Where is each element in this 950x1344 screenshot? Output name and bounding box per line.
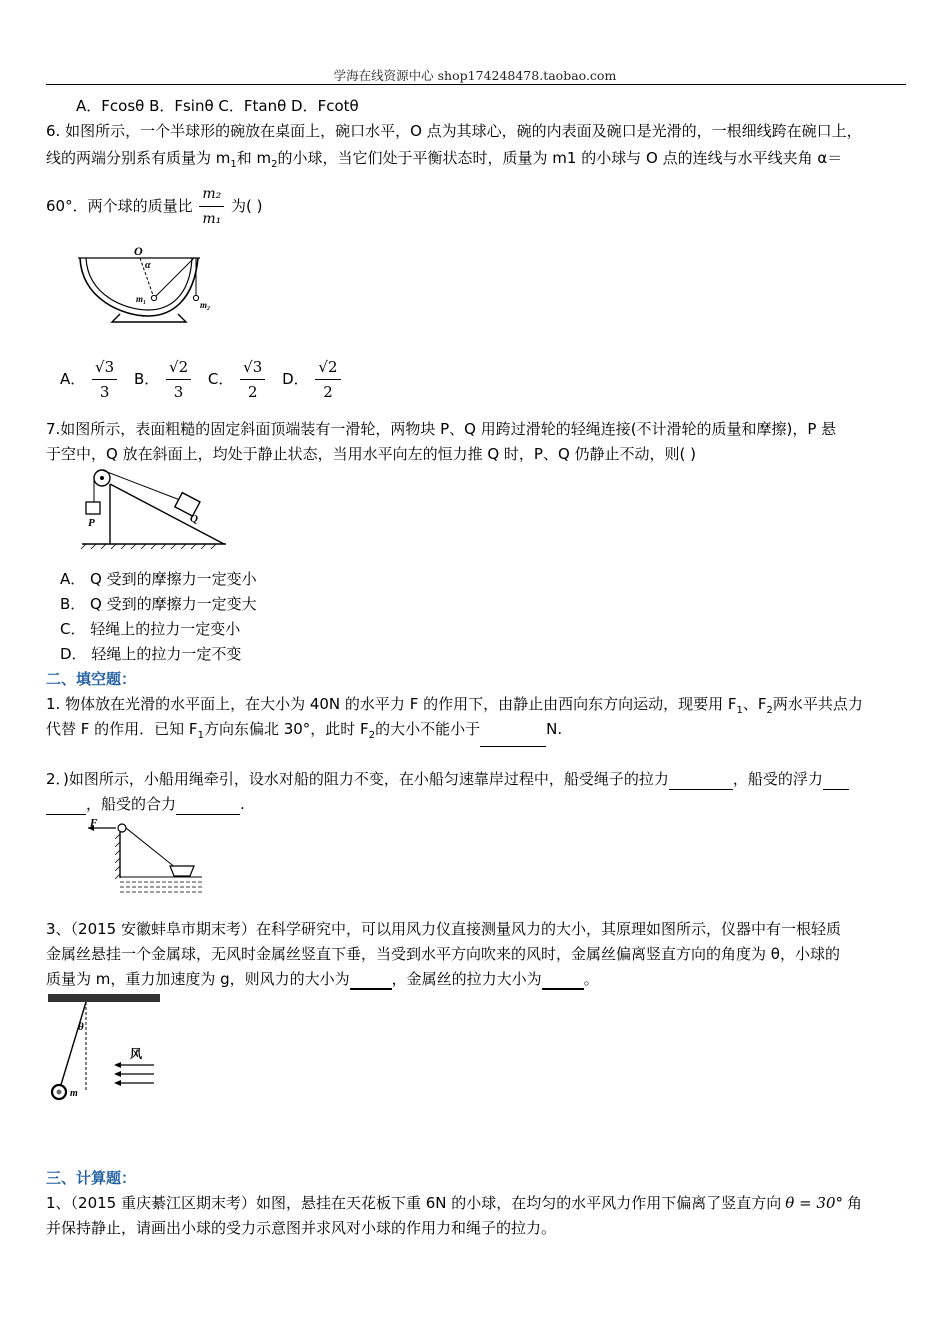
option-a-label: A．: [60, 370, 86, 388]
label-wind: 风: [130, 1047, 143, 1061]
q5-options: A．Fcosθ B．Fsinθ C．Ftanθ D．Fcotθ: [76, 97, 359, 115]
label-m: m: [70, 1088, 78, 1099]
label-theta: θ: [78, 1021, 84, 1033]
fill2-line2: ，船受的合力 .: [46, 793, 245, 815]
header-divider: [46, 84, 906, 85]
fill3-line3: 质量为 m，重力加速度为 g，则风力的大小为 ，金属丝的拉力大小为 。: [46, 970, 599, 988]
calc1-line1: 1、（2015 重庆綦江区期末考）如图，悬挂在天花板下重 6N 的小球，在均匀的水平风力作用下偏离了竖直方向 θ = 30° 角: [46, 1194, 863, 1212]
option-a-value: $\frac{√3}{3}$: [92, 355, 117, 404]
label-m1: m₁: [136, 294, 147, 304]
q6-text-line2: 线的两端分别系有质量为 $m_1$和 $m_2$的小球，当它们处于平衡状态时，质量为 m1 的小球与 O 点的连线与水平线夹角 α＝: [46, 149, 843, 170]
fill3-wind-force-blank[interactable]: [350, 972, 392, 990]
fill1-line2: 代替 F 的作用．已知 $F_1$方向东偏北 30°，此时 $F_2$的大小不能小于 N.: [46, 718, 562, 747]
label-p: P: [88, 517, 95, 529]
q7-text-line2: 于空中，Q 放在斜面上，均处于静止状态，当用水平向左的恒力推 Q 时，P、Q 仍静止不动，则( ): [46, 445, 697, 463]
fill3-tension-blank[interactable]: [542, 972, 584, 990]
section-fill-blank-title: 二、填空题：: [46, 670, 137, 688]
label-m2: m₂: [200, 300, 211, 310]
label-q: Q: [190, 513, 198, 525]
q7-option-b: B． Q 受到的摩擦力一定变大: [60, 595, 257, 613]
option-b-value: $\frac{√2}{3}$: [166, 355, 191, 404]
option-b-label: B．: [133, 370, 160, 388]
theta-formula: θ = 30°: [785, 1194, 844, 1212]
option-d-value: $\frac{√2}{2}$: [315, 355, 340, 404]
fill2-buoyancy-blank-part1[interactable]: [823, 773, 849, 790]
q6-text-line1: 6. 如图所示，一个半球形的碗放在桌面上，碗口水平，O 点为其球心，碗的内表面及碗口是光滑的，一根细线跨在碗口上，: [46, 122, 862, 140]
q6-text-line3: 60°．两个球的质量比 $\frac{\text{m₂}}{\text{m₁}}$ 为( ): [46, 182, 263, 231]
option-d-label: D．: [282, 370, 309, 388]
q7-option-c: C． 轻绳上的拉力一定变小: [60, 620, 241, 638]
option-c-label: C．: [207, 370, 234, 388]
q7-option-a: A． Q 受到的摩擦力一定变小: [60, 570, 257, 588]
bowl-figure: [74, 238, 214, 324]
q7-option-d: D． 轻绳上的拉力一定不变: [60, 645, 242, 663]
q7-text-line1: 7.如图所示，表面粗糙的固定斜面顶端装有一滑轮，两物块 P、Q 用跨过滑轮的轻绳连接(不计滑轮的质量和摩擦)，P 悬: [46, 420, 837, 438]
fill2-line1: 2．)如图所示，小船用绳牵引，设水对船的阻力不变，在小船匀速靠岸过程中，船受绳子的拉力 ，船受的浮力: [46, 768, 849, 790]
fill1-line1: 1. 物体放在光滑的水平面上，在大小为 40N 的水平力 F 的作用下，由静止由西向东方向运动，现要用 $F_1$、$F_2$两水平共点力: [46, 695, 863, 716]
label-alpha: α: [145, 260, 151, 271]
label-o: O: [134, 244, 143, 258]
calc1-line2: 并保持静止，请画出小球的受力示意图并求风对小球的作用力和绳子的拉力。: [46, 1219, 557, 1237]
boat-figure: [84, 816, 204, 898]
mass-ratio-fraction: $\frac{\text{m₂}}{\text{m₁}}$: [199, 182, 224, 231]
fill2-tension-blank[interactable]: [669, 773, 733, 790]
fill2-buoyancy-blank-part2[interactable]: [46, 798, 86, 815]
incline-figure: [80, 464, 230, 550]
q6-options: [46, 355, 343, 404]
option-c-value: $\frac{√3}{2}$: [240, 355, 265, 404]
fill3-line2: 金属丝悬挂一个金属球，无风时金属丝竖直下垂，当受到水平方向吹来的风时，金属丝偏离竖直方向的角度为 θ，小球的: [46, 945, 840, 963]
page-header: 学海在线资源中心 shop174248478.taobao.com: [333, 68, 617, 83]
label-f: F: [90, 817, 98, 829]
fill3-line1: 3、（2015 安徽蚌阜市期末考）在科学研究中，可以用风力仪直接测量风力的大小，其原理如图所示，仪器中有一根轻质: [46, 920, 841, 938]
wind-gauge-figure: [46, 990, 164, 1102]
section-calculation-title: 三、计算题：: [46, 1169, 137, 1187]
fill2-net-force-blank[interactable]: [176, 798, 240, 815]
fill1-answer-blank[interactable]: [480, 730, 546, 747]
